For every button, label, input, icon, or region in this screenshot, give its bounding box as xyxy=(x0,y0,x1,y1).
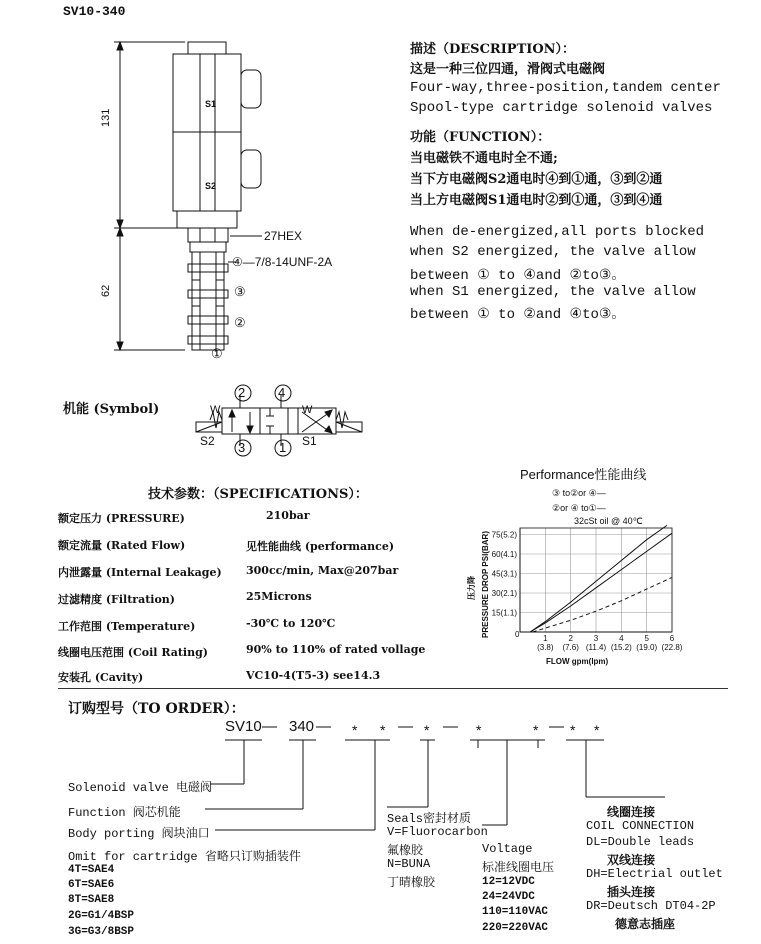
order-solenoid: Solenoid valve 电磁阀 xyxy=(68,781,213,795)
seal-option: 丁晴橡胶 xyxy=(387,876,436,890)
chart-legend-3: 32cSt oil @ 40℃ xyxy=(574,516,643,526)
thread-label: ④—7/8-14UNF-2A xyxy=(232,255,333,269)
voltage-option: 220=220VAC xyxy=(482,922,549,934)
spec-value: 300cc/min, Max@207bar xyxy=(246,564,399,577)
specs-title: 技术参数：（SPECIFICATIONS）： xyxy=(148,487,368,502)
spec-label: 线圈电压范围 (Coil Rating) xyxy=(58,646,208,659)
symbol-port-4: 4 xyxy=(278,385,286,400)
coil-option-cn: 双线连接 xyxy=(607,854,656,868)
order-placeholder: * xyxy=(476,722,482,738)
order-port-option: 8T=SAE8 xyxy=(68,894,115,906)
chart-y-tick-label: 75(5.2) xyxy=(491,530,517,540)
order-dash: — xyxy=(398,718,413,735)
seal-option: V=Fluorocarbon xyxy=(387,825,488,839)
voltage-title-cn: 标准线圈电压 xyxy=(482,861,555,875)
chart-y-tick-label: 60(4.1) xyxy=(491,550,517,559)
chart-x-tick-label-lpm: (7.6) xyxy=(562,643,579,652)
voltage-option: 12=12VDC xyxy=(482,876,535,888)
spec-label: 过滤精度 (Filtration) xyxy=(58,593,176,606)
spec-value: VC10-4(T5-3) see14.3 xyxy=(246,669,381,682)
chart-x-tick-label: 6 xyxy=(669,634,675,643)
dimension-131: 131 xyxy=(100,108,112,127)
chart-y-tick-label: 45(3.1) xyxy=(491,569,517,579)
order-dash: — xyxy=(549,718,564,735)
order-code-340: 340 xyxy=(289,718,315,735)
voltage-title: Voltage xyxy=(482,842,533,856)
coil-option-cn: 德意志插座 xyxy=(615,918,676,932)
chart-x-tick-label-lpm: (15.2) xyxy=(610,643,632,652)
order-port-option: 6T=SAE6 xyxy=(68,879,115,891)
chart-legend-1: ③ to②or ④— xyxy=(552,488,606,498)
seal-option: 氟橡胶 xyxy=(387,844,424,858)
function-line-cn: 当电磁铁不通电时全不通; xyxy=(410,151,558,166)
chart-y-tick-label: 15(1.1) xyxy=(491,608,517,618)
seal-option: N=BUNA xyxy=(387,857,431,871)
spec-value: 25Microns xyxy=(246,590,312,603)
coil-option: DH=Electrial outlet xyxy=(586,867,723,881)
port-3-label: ③ xyxy=(234,284,246,299)
chart-x-tick-label: 1 xyxy=(543,634,548,643)
description-line: Spool-type cartridge solenoid valves xyxy=(410,100,713,116)
voltage-option: 24=24VDC xyxy=(482,891,535,903)
function-line-en: between ① to ②and ④to③。 xyxy=(410,307,626,323)
symbol-spring-right: W xyxy=(302,404,313,416)
hex-label: 27HEX xyxy=(264,229,303,243)
order-title: 订购型号（TO ORDER）： xyxy=(68,701,245,717)
order-function: Function 阀芯机能 xyxy=(68,806,181,820)
coil-title-cn: 线圈连接 xyxy=(607,806,656,820)
coil-title-en: COIL CONNECTION xyxy=(586,819,695,833)
order-port-option: 4T=SAE4 xyxy=(68,864,115,876)
description-line: 这是一种三位四通，滑阀式电磁阀 xyxy=(410,62,606,77)
symbol-label: 机能 (Symbol) xyxy=(63,402,160,417)
order-code-sv: SV10 xyxy=(225,718,262,735)
order-placeholder: * xyxy=(352,722,358,738)
spec-label: 内泄露量 (Internal Leakage) xyxy=(58,566,222,579)
coil-s1-label: S1 xyxy=(205,99,217,109)
chart-x-tick-label: 5 xyxy=(644,634,649,643)
seals-title: Seals密封材质 xyxy=(387,812,472,826)
spec-value: 210bar xyxy=(266,509,310,522)
coil-option-cn: 插头连接 xyxy=(607,886,656,900)
order-placeholder: * xyxy=(533,722,539,738)
function-line-cn: 当下方电磁阀S2通电时④到①通，③到②通 xyxy=(410,172,663,187)
symbol-s1: S1 xyxy=(302,434,317,448)
voltage-option: 110=110VAC xyxy=(482,906,549,918)
chart-x-tick-label: 3 xyxy=(593,634,599,643)
spec-label: 额定流量 (Rated Flow) xyxy=(58,539,186,552)
order-omit: Omit for cartridge 省略只订购插装件 xyxy=(68,850,301,864)
order-placeholder: * xyxy=(594,722,600,738)
order-dash: — xyxy=(316,718,331,735)
model-title: SV10-340 xyxy=(63,4,126,19)
chart-x-tick-label-lpm: (3.8) xyxy=(537,643,554,652)
chart-xlabel: FLOW gpm(lpm) xyxy=(546,657,609,666)
order-port-option: 2G=G1/4BSP xyxy=(68,910,135,922)
description-line: Four-way,three-position,tandem center xyxy=(410,80,721,96)
order-dash: — xyxy=(443,718,458,735)
coil-s2-label: S2 xyxy=(205,181,217,191)
order-dash: — xyxy=(262,718,277,735)
chart-x-tick-label: 2 xyxy=(568,634,573,643)
order-placeholder: * xyxy=(424,722,430,738)
function-title: 功能（FUNCTION）： xyxy=(410,130,551,145)
spec-label: 工作范围 (Temperature) xyxy=(58,620,196,633)
port-2-label: ② xyxy=(234,315,246,330)
spec-label: 安装孔 (Cavity) xyxy=(58,671,144,684)
spec-label: 额定压力 (PRESSURE) xyxy=(58,512,185,525)
function-line-en: When de-energized,all ports blocked xyxy=(410,224,705,240)
symbol-spring-left: W xyxy=(210,404,221,416)
chart-x-tick-label-lpm: (22.8) xyxy=(661,643,683,652)
chart-x-tick-label-lpm: (11.4) xyxy=(585,643,607,652)
function-line-en: when S2 energized, the valve allow xyxy=(410,244,696,260)
chart-ylabel-cn: 压力降 xyxy=(467,576,476,600)
symbol-port-1: 1 xyxy=(279,440,287,455)
chart-title: Performance性能曲线 xyxy=(520,467,647,482)
order-placeholder: * xyxy=(380,722,386,738)
dimension-62: 62 xyxy=(100,284,112,297)
order-port-option: 3G=G3/8BSP xyxy=(68,926,135,938)
coil-option: DR=Deutsch DT04-2P xyxy=(586,899,716,913)
symbol-port-3: 3 xyxy=(238,440,246,455)
chart-x-tick-label: 4 xyxy=(619,634,624,643)
order-body-porting: Body porting 阀块油口 xyxy=(68,827,210,841)
function-line-cn: 当上方电磁阀S1通电时②到①通，③到④通 xyxy=(410,193,663,208)
function-line-en: between ① to ④and ②to③。 xyxy=(410,268,626,284)
order-placeholder: * xyxy=(570,722,576,738)
port-1-label: ① xyxy=(211,346,223,361)
chart-legend-2: ②or ④ to①— xyxy=(552,503,606,513)
function-line-en: when S1 energized, the valve allow xyxy=(410,284,696,300)
chart-y-tick-label: 30(2.1) xyxy=(491,589,517,598)
symbol-s2: S2 xyxy=(200,434,215,448)
description-title: 描述（DESCRIPTION）： xyxy=(410,42,576,57)
coil-option: DL=Double leads xyxy=(586,835,695,849)
spec-value: 见性能曲线 (performance) xyxy=(246,540,395,553)
spec-value: 90% to 110% of rated vollage xyxy=(246,643,426,656)
chart-origin: 0 xyxy=(515,630,520,639)
spec-value: -30℃ to 120℃ xyxy=(246,617,336,630)
symbol-port-2: 2 xyxy=(238,385,246,400)
chart-ylabel: PRESSURE DROP PSI(BAR) xyxy=(481,531,490,638)
chart-x-tick-label-lpm: (19.0) xyxy=(636,643,658,652)
